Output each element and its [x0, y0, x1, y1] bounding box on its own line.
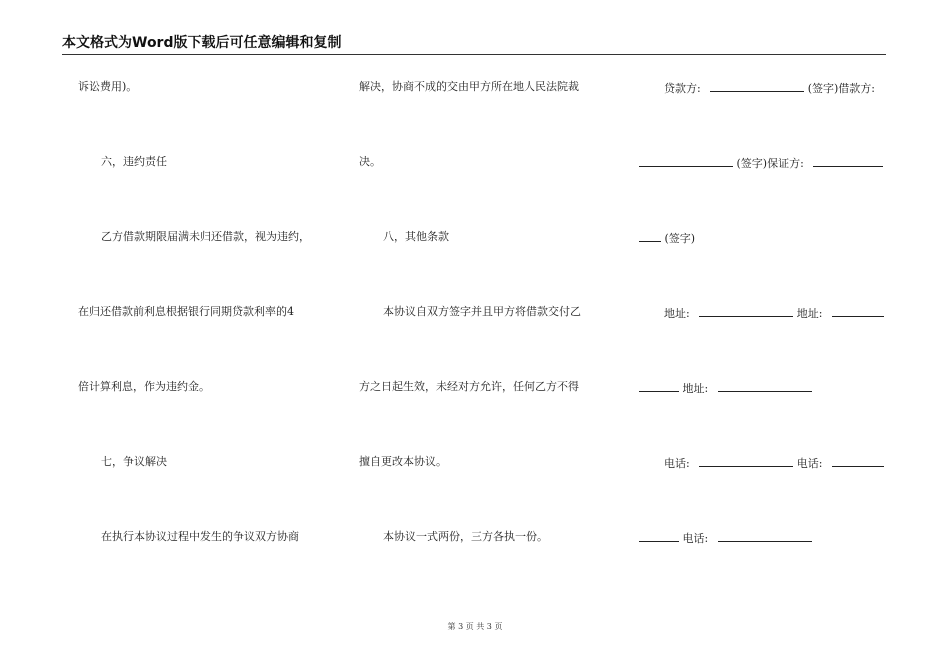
page-number: 第 3 页 共 3 页	[447, 622, 503, 631]
col2-line-1: 解决，协商不成的交由甲方所在地人民法院裁	[359, 80, 579, 93]
phone-line-1	[664, 455, 884, 471]
blank-field	[710, 80, 804, 92]
address-line-1	[664, 305, 884, 321]
signature-line-1	[664, 80, 875, 96]
blank-field	[832, 455, 884, 467]
col1-line-4: 在归还借款前利息根据银行同期贷款利率的4	[78, 305, 294, 318]
blank-field	[832, 305, 884, 317]
col1-line-2: 六，违约责任	[101, 155, 167, 168]
col2-line-7: 本协议一式两份，三方各执一份。	[383, 530, 548, 543]
blank-field	[718, 530, 812, 542]
lender-label: 贷款方:	[664, 82, 701, 95]
phone-label: 电话:	[682, 532, 709, 545]
signature-line-3	[639, 230, 695, 246]
blank-field	[639, 530, 679, 542]
col1-line-3: 乙方借款期限届满未归还借款，视为违约，	[101, 230, 310, 243]
blank-field	[813, 155, 883, 167]
page-header	[62, 34, 886, 55]
phone-label: 电话:	[664, 457, 690, 470]
col1-line-5: 倍计算利息，作为违约金。	[78, 380, 210, 393]
col1-line-1: 诉讼费用)。	[78, 80, 138, 93]
blank-field	[639, 230, 661, 242]
address-label: 地址:	[796, 307, 823, 320]
sign-borrower-label: (签字)借款方:	[807, 82, 876, 95]
signature-line-2	[639, 155, 883, 171]
sign-label: (签字)	[664, 232, 696, 245]
blank-field	[718, 380, 812, 392]
col2-line-5: 方之日起生效，未经对方允许，任何乙方不得	[359, 380, 579, 393]
phone-line-2	[639, 530, 812, 546]
address-line-2	[639, 380, 812, 396]
col2-line-6: 擅自更改本协议。	[359, 455, 447, 468]
sign-guarantor-label: (签字)保证方:	[736, 157, 804, 170]
header-title: 本文格式为Word版下载后可任意编辑和复制	[62, 35, 342, 51]
col2-line-4: 本协议自双方签字并且甲方将借款交付乙	[383, 305, 581, 318]
blank-field	[639, 380, 679, 392]
blank-field	[699, 455, 793, 467]
phone-label: 电话:	[796, 457, 823, 470]
col2-line-3: 八，其他条款	[383, 230, 449, 243]
col1-line-7: 在执行本协议过程中发生的争议双方协商	[101, 530, 299, 543]
col2-line-2: 决。	[359, 155, 381, 168]
blank-field	[639, 155, 733, 167]
address-label: 地址:	[664, 307, 690, 320]
address-label: 地址:	[682, 382, 709, 395]
col1-line-6: 七，争议解决	[101, 455, 167, 468]
blank-field	[699, 305, 793, 317]
